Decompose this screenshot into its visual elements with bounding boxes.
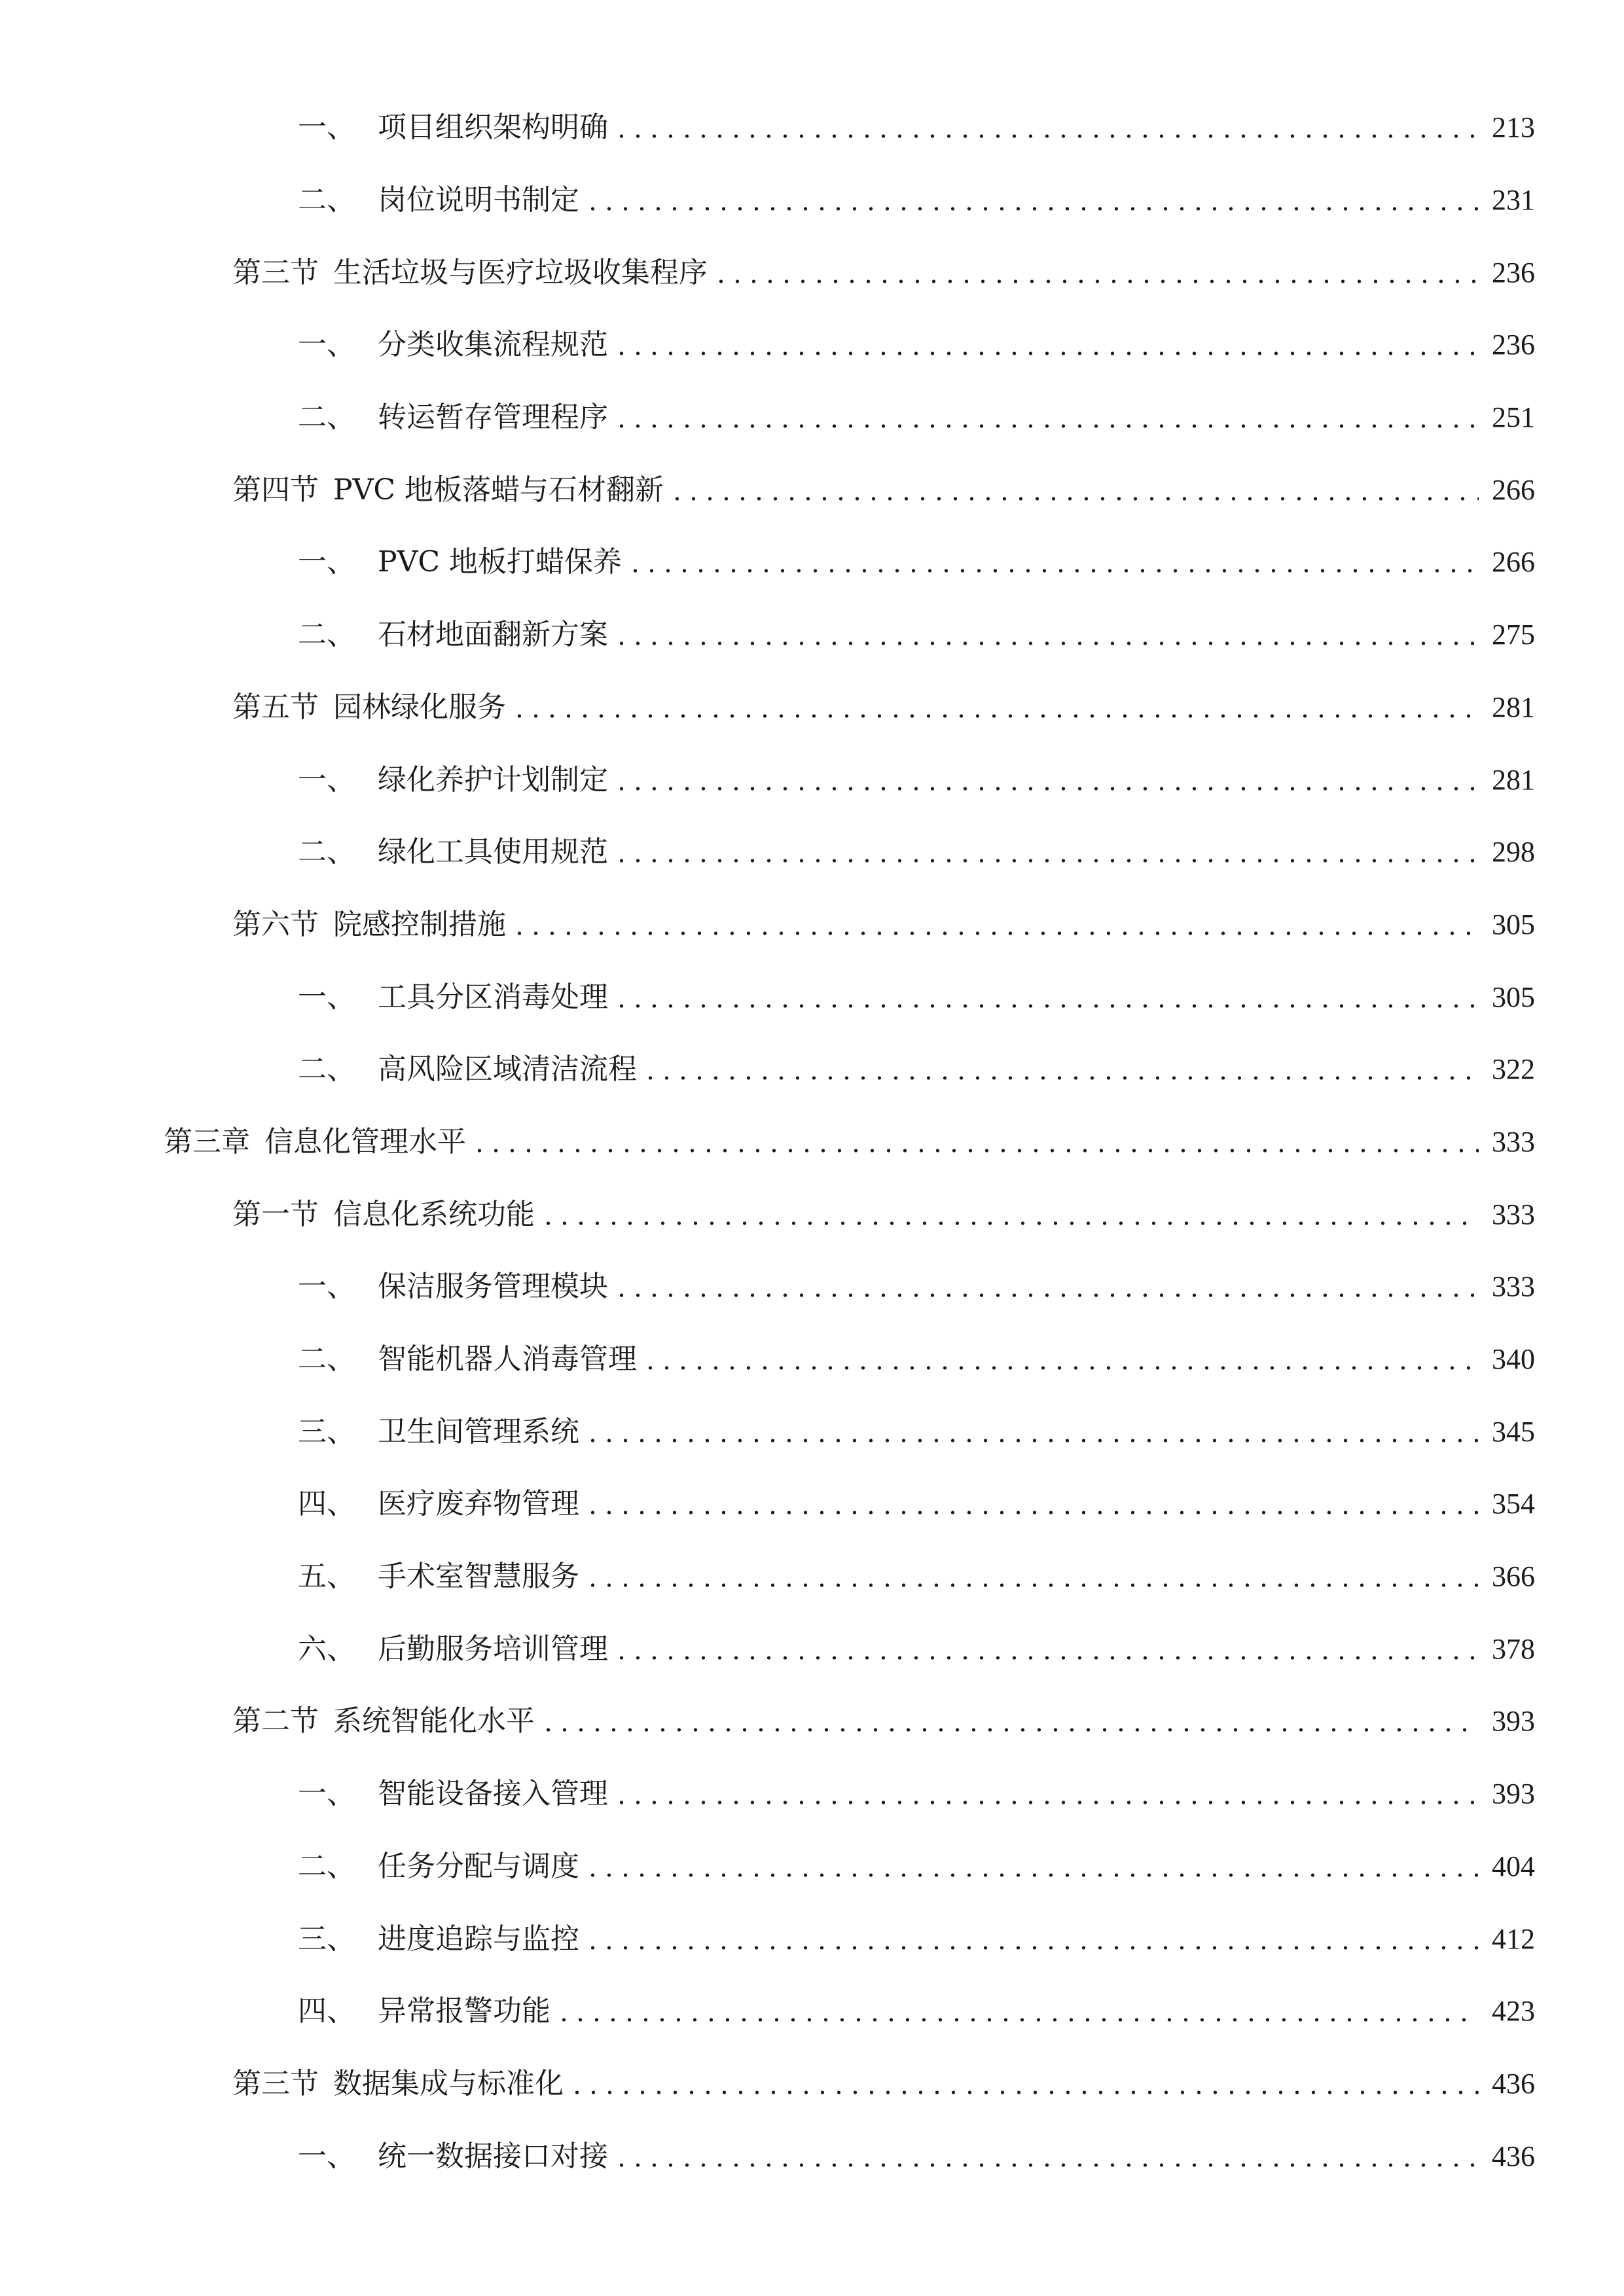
toc-page-number: 404	[1492, 1850, 1535, 1882]
toc-dot-leader	[613, 983, 1479, 1012]
toc-chapter-entry[interactable]	[0, 1106, 1624, 1179]
toc-subsection-entry[interactable]	[0, 744, 1624, 816]
toc-entry-number: 第五节	[232, 690, 319, 724]
toc-entry-title: 信息化系统功能	[333, 1197, 535, 1231]
toc-entry-number: 三、	[298, 1922, 355, 1956]
toc-subsection-entry[interactable]	[0, 1758, 1624, 1831]
toc-entry-title: 系统智能化水平	[333, 1704, 535, 1738]
toc-entry-title: 智能设备接入管理	[378, 1777, 608, 1811]
toc-entry-number: 一、	[298, 980, 355, 1014]
toc-entry-title: 绿化工具使用规范	[378, 835, 608, 869]
toc-dot-leader	[613, 620, 1479, 649]
toc-page-number: 340	[1492, 1343, 1535, 1376]
toc-page-number: 436	[1492, 2140, 1535, 2172]
toc-subsection-entry[interactable]	[0, 1323, 1624, 1396]
toc-section-entry[interactable]	[0, 2048, 1624, 2121]
toc-entry-number: 五、	[298, 1560, 355, 1594]
toc-subsection-entry[interactable]	[0, 1903, 1624, 1975]
toc-entry-number: 第三节	[232, 2066, 319, 2100]
toc-dot-leader	[613, 838, 1479, 867]
toc-subsection-entry[interactable]	[0, 382, 1624, 454]
toc-section-entry[interactable]	[0, 1685, 1624, 1758]
toc-subsection-entry[interactable]	[0, 1395, 1624, 1468]
toc-dot-leader	[613, 2142, 1479, 2171]
toc-page-number: 393	[1492, 1778, 1535, 1810]
toc-entry-title: 院感控制措施	[333, 907, 506, 941]
toc-subsection-entry[interactable]	[0, 92, 1624, 164]
toc-entry-number: 六、	[298, 1632, 355, 1666]
toc-entry-number: 三、	[298, 1414, 355, 1448]
toc-entry-title: 手术室智慧服务	[378, 1560, 579, 1594]
toc-entry-number: 二、	[298, 183, 355, 217]
toc-page-number: 354	[1492, 1488, 1535, 1520]
toc-entry-title: 石材地面翻新方案	[378, 618, 608, 652]
toc-entry-number: 第六节	[232, 907, 319, 941]
toc-page-number: 213	[1492, 111, 1535, 144]
toc-entry-title: 绿化养护计划制定	[378, 762, 608, 797]
toc-dot-leader	[585, 1925, 1479, 1954]
toc-subsection-entry[interactable]	[0, 1831, 1624, 1903]
toc-entry-title: 任务分配与调度	[378, 1849, 579, 1883]
toc-subsection-entry[interactable]	[0, 1975, 1624, 2048]
toc-entry-title: PVC 地板落蜡与石材翻新	[333, 473, 664, 507]
toc-entry-title: 进度追踪与监控	[378, 1922, 579, 1956]
toc-entry-title: 高风险区域清洁流程	[378, 1052, 637, 1086]
toc-section-entry[interactable]	[0, 672, 1624, 744]
toc-page-number: 251	[1492, 401, 1535, 434]
toc-entry-title: 岗位说明书制定	[378, 183, 579, 217]
toc-entry-title: 转运暂存管理程序	[378, 401, 608, 435]
toc-entry-title: 统一数据接口对接	[378, 2139, 608, 2173]
toc-entry-number: 二、	[298, 618, 355, 652]
toc-dot-leader	[540, 1200, 1479, 1229]
toc-entry-title: 智能机器人消毒管理	[378, 1342, 637, 1376]
toc-entry-number: 四、	[298, 1994, 355, 2028]
toc-entry-number: 第四节	[232, 473, 319, 507]
toc-page-number: 266	[1492, 473, 1535, 506]
toc-page-number: 423	[1492, 1995, 1535, 2028]
toc-dot-leader	[585, 1562, 1479, 1591]
toc-entry-title: 卫生间管理系统	[378, 1414, 579, 1448]
toc-dot-leader	[585, 1490, 1479, 1518]
toc-subsection-entry[interactable]	[0, 1033, 1624, 1106]
toc-entry-number: 二、	[298, 835, 355, 869]
toc-dot-leader	[585, 1418, 1479, 1446]
toc-dot-leader	[585, 186, 1479, 215]
toc-entry-number: 一、	[298, 762, 355, 797]
toc-section-entry[interactable]	[0, 889, 1624, 961]
toc-dot-leader	[627, 548, 1479, 577]
toc-subsection-entry[interactable]	[0, 599, 1624, 672]
toc-dot-leader	[471, 1128, 1479, 1157]
toc-entry-title: 后勤服务培训管理	[378, 1632, 608, 1666]
toc-entry-title: PVC 地板打蜡保养	[378, 545, 623, 579]
toc-entry-number: 四、	[298, 1487, 355, 1521]
toc-dot-leader	[642, 1055, 1479, 1084]
toc-page-number: 236	[1492, 256, 1535, 289]
toc-page-number: 333	[1492, 1270, 1535, 1303]
toc-page-number: 266	[1492, 546, 1535, 579]
toc-entry-title: 数据集成与标准化	[333, 2066, 564, 2100]
toc-page-number: 412	[1492, 1922, 1535, 1955]
toc-page-number: 305	[1492, 980, 1535, 1013]
toc-entry-number: 一、	[298, 1777, 355, 1811]
toc-section-entry[interactable]	[0, 454, 1624, 526]
toc-subsection-entry[interactable]	[0, 309, 1624, 382]
toc-entry-title: 分类收集流程规范	[378, 328, 608, 362]
toc-entry-title: 保洁服务管理模块	[378, 1270, 608, 1304]
table-of-contents	[0, 92, 1624, 2193]
toc-entry-number: 一、	[298, 328, 355, 362]
toc-page-number: 305	[1492, 908, 1535, 941]
toc-subsection-entry[interactable]	[0, 1541, 1624, 1613]
toc-page-number: 236	[1492, 329, 1535, 361]
toc-entry-number: 一、	[298, 111, 355, 145]
toc-dot-leader	[585, 1852, 1479, 1881]
toc-subsection-entry[interactable]	[0, 1468, 1624, 1541]
toc-dot-leader	[613, 403, 1479, 432]
toc-entry-number: 一、	[298, 1270, 355, 1304]
toc-entry-title: 信息化管理水平	[264, 1124, 466, 1158]
toc-entry-number: 第一节	[232, 1197, 319, 1231]
toc-subsection-entry[interactable]	[0, 816, 1624, 889]
toc-dot-leader	[669, 476, 1479, 505]
toc-dot-leader	[613, 1272, 1479, 1301]
toc-page-number: 378	[1492, 1632, 1535, 1665]
toc-entry-number: 二、	[298, 401, 355, 435]
toc-section-entry[interactable]	[0, 1178, 1624, 1251]
toc-entry-title: 生活垃圾与医疗垃圾收集程序	[333, 255, 708, 289]
toc-dot-leader	[511, 693, 1479, 722]
toc-entry-number: 一、	[298, 2139, 355, 2173]
toc-page-number: 275	[1492, 619, 1535, 651]
toc-dot-leader	[556, 1997, 1479, 2026]
toc-entry-title: 医疗废弃物管理	[378, 1487, 579, 1521]
toc-page-number: 281	[1492, 691, 1535, 723]
toc-dot-leader	[613, 1635, 1479, 1664]
toc-dot-leader	[569, 2070, 1479, 2098]
toc-entry-number: 第二节	[232, 1704, 319, 1738]
toc-subsection-entry[interactable]	[0, 2120, 1624, 2193]
toc-page-number: 298	[1492, 836, 1535, 869]
toc-dot-leader	[613, 331, 1479, 359]
toc-dot-leader	[713, 259, 1479, 287]
toc-entry-number: 二、	[298, 1052, 355, 1086]
toc-entry-number: 一、	[298, 545, 355, 579]
toc-dot-leader	[511, 910, 1479, 939]
toc-dot-leader	[613, 1780, 1479, 1808]
toc-page-number: 366	[1492, 1560, 1535, 1593]
toc-entry-number: 二、	[298, 1342, 355, 1376]
toc-dot-leader	[642, 1345, 1479, 1374]
toc-page-number: 333	[1492, 1125, 1535, 1158]
toc-subsection-entry[interactable]	[0, 164, 1624, 237]
toc-subsection-entry[interactable]	[0, 1251, 1624, 1323]
toc-dot-leader	[613, 766, 1479, 795]
toc-dot-leader	[613, 113, 1479, 142]
toc-entry-title: 异常报警功能	[378, 1994, 550, 2028]
toc-page-number: 393	[1492, 1705, 1535, 1738]
toc-entry-number: 第三章	[164, 1124, 250, 1158]
toc-page-number: 333	[1492, 1198, 1535, 1230]
toc-entry-title: 项目组织架构明确	[378, 111, 608, 145]
toc-page-number: 281	[1492, 763, 1535, 796]
toc-entry-number: 二、	[298, 1849, 355, 1883]
toc-page-number: 345	[1492, 1415, 1535, 1448]
toc-section-entry[interactable]	[0, 236, 1624, 309]
toc-page-number: 436	[1492, 2067, 1535, 2100]
toc-entry-title: 工具分区消毒处理	[378, 980, 608, 1014]
toc-entry-number: 第三节	[232, 255, 319, 289]
toc-entry-title: 园林绿化服务	[333, 690, 506, 724]
toc-subsection-entry[interactable]	[0, 526, 1624, 599]
toc-dot-leader	[540, 1707, 1479, 1736]
toc-page-number: 322	[1492, 1053, 1535, 1086]
toc-page-number: 231	[1492, 184, 1535, 217]
toc-subsection-entry[interactable]	[0, 1613, 1624, 1685]
toc-subsection-entry[interactable]	[0, 961, 1624, 1033]
